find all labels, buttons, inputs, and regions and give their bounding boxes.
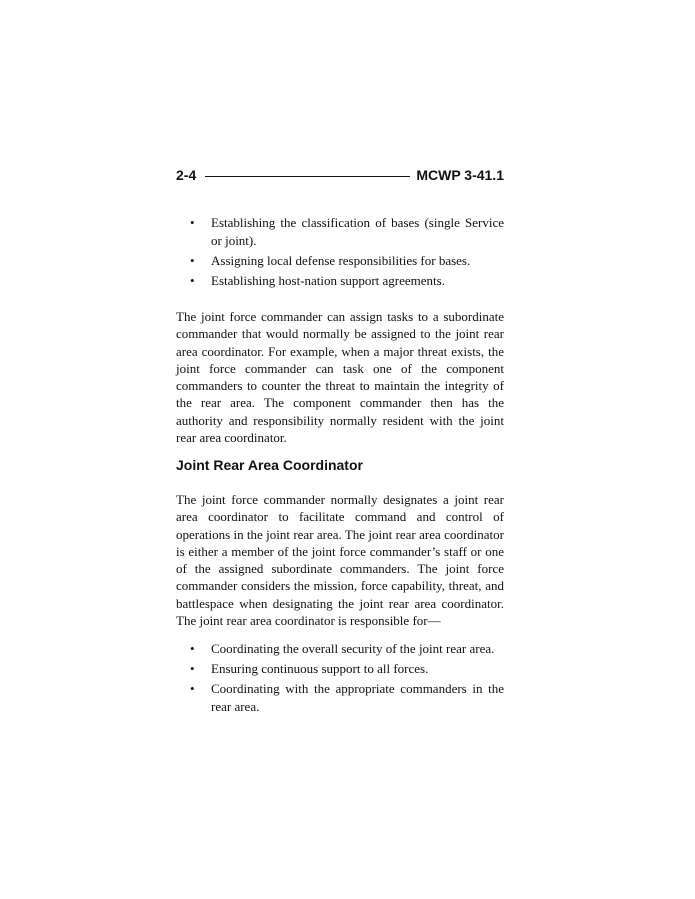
page-number: 2-4: [176, 167, 197, 183]
publication-id: MCWP 3-41.1: [416, 167, 504, 183]
bullet-icon: •: [190, 681, 195, 696]
running-header: [176, 165, 504, 187]
bullet-icon: •: [190, 253, 195, 268]
list-item: • Coordinating with the appropriate commanders in the rear area.: [190, 681, 504, 714]
bullet-list-bottom: [176, 640, 504, 718]
paragraph: The joint force commander can assign tasks to a subordinate commander that would normally be assigned to the joint rear area coordinator. For example, when a major threat exists, the joint force commander can task one of the component commanders to counter the threat to maintain the integrity of the rear area. The component commander then has the authority and responsibility normally resident with the joint rear area coordinator.: [176, 309, 504, 446]
bullet-list-top: [176, 214, 504, 292]
bullet-icon: •: [190, 273, 195, 288]
section-heading: Joint Rear Area Coordinator: [176, 457, 363, 473]
list-item: • Establishing the classification of bases (single Service or joint).: [190, 215, 504, 248]
header-rule: [205, 176, 410, 177]
list-item: • Establishing host-nation support agreements.: [190, 273, 445, 288]
bullet-icon: •: [190, 661, 195, 676]
bullet-icon: •: [190, 641, 195, 656]
list-item: • Coordinating the overall security of the joint rear area.: [190, 641, 495, 656]
list-item: • Ensuring continuous support to all forces.: [190, 661, 429, 676]
paragraph: The joint force commander normally designates a joint rear area coordinator to facilitate command and control of operations in the joint rear area. The joint rear area coordinator is either a member of the joint force commander’s staff or one of the assigned subordinate commanders. The joint force commander considers the mission, force capability, threat, and battlespace when designating the joint rear area coordinator. The joint rear area coordinator is responsible for—: [176, 492, 504, 629]
list-item: • Assigning local defense responsibilities for bases.: [190, 253, 471, 268]
bullet-icon: •: [190, 215, 195, 230]
